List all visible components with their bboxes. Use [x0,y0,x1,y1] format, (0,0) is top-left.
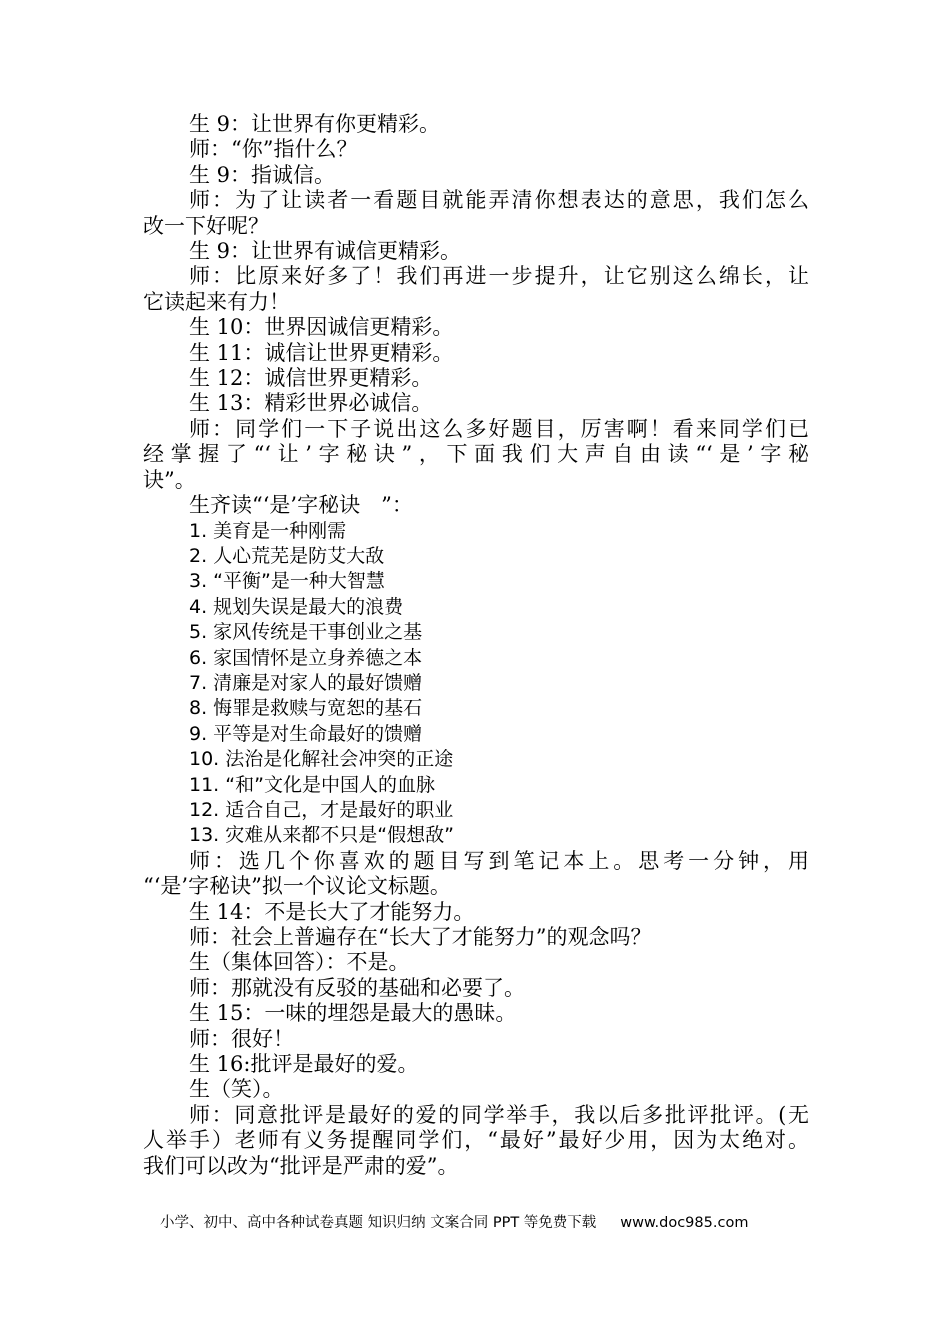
text-line: 生 16:批评是最好的爱。 [189,1052,419,1077]
list-item: 5. 家风传统是干事创业之基 [189,621,423,644]
text-line: 师：比原来好多了！我们再进一步提升，让它别这么绵长，让 [189,264,809,289]
text-line: 生 14：不是长大了才能努力。 [189,899,475,924]
text-line: 生 15：一味的埋怨是最大的愚昧。 [189,1001,517,1026]
text-line: 生 9：让世界有诚信更精彩。 [189,239,462,264]
list-item: 4. 规划失误是最大的浪费 [189,595,404,618]
text-line: 生 10：世界因诚信更精彩。 [189,315,454,340]
page-footer [160,1213,800,1233]
text-line: 它读起来有力！ [143,289,290,314]
text-line: 师：同意批评是最好的爱的同学举手，我以后多批评批评。(无 [189,1102,809,1127]
dialogue-section-2 [143,849,809,1179]
text-line: 经掌握了“‘让’字秘诀”，下面我们大声自由读“‘是’字秘 [143,442,809,467]
footer-site-link[interactable]: www.doc985.com [620,1215,749,1231]
list-item: 10. 法治是化解社会冲突的正途 [189,748,454,771]
text-line: 师：社会上普遍存在“长大了才能努力”的观念吗？ [189,925,652,949]
list-item: 1. 美育是一种刚需 [189,519,347,542]
text-line: 师：同学们一下子说出这么多好题目，厉害啊！看来同学们已 [189,416,809,441]
text-line: 生（笑）。 [189,1077,284,1102]
title-list [143,519,809,849]
text-line: 生 9：让世界有你更精彩。 [189,112,441,136]
text-line: 师：选几个你喜欢的题目写到笔记本上。思考一分钟，用 [189,848,809,873]
text-line: 生 9：指诚信。 [189,162,336,187]
text-line: 师：“你”指什么？ [189,137,358,162]
text-line: 诀”。 [143,467,196,492]
list-item: 13. 灾难从来都不只是“假想敌” [189,824,454,847]
document-body [143,112,809,1179]
text-line: 师：很好！ [189,1026,294,1051]
text-line: 生（集体回答）：不是。 [189,950,410,975]
list-item: 12. 适合自己，才是最好的职业 [189,798,454,821]
text-line: 改一下好呢？ [143,213,269,238]
list-item: 2. 人心荒芜是防艾大敌 [189,544,385,567]
text-line: 师：那就没有反驳的基础和必要了。 [189,975,525,1000]
text-line: 人举手）老师有义务提醒同学们，“最好”最好少用，因为太绝对。 [143,1128,809,1153]
list-item: 11. “和”文化是中国人的血脉 [189,773,435,796]
text-line: 生 13：精彩世界必诚信。 [189,391,433,416]
text-line: 师：为了让读者一看题目就能弄清你想表达的意思，我们怎么 [189,188,809,213]
text-line: 我们可以改为“批评是严肃的爱”。 [143,1153,459,1178]
list-item: 9. 平等是对生命最好的馈赠 [189,722,423,745]
dialogue-section [143,112,809,519]
footer-text: 小学、初中、高中各种试卷真题 知识归纳 文案合同 PPT 等免费下载 [160,1215,597,1231]
list-item: 6. 家国情怀是立身养德之本 [189,646,423,669]
list-item: 8. 悔罪是救赎与宽恕的基石 [189,697,423,720]
text-line: “‘是’字秘诀”拟一个议论文标题。 [143,874,451,899]
list-item: 3. “平衡”是一种大智慧 [189,570,385,593]
text-line: 生 12：诚信世界更精彩。 [189,366,433,391]
text-line: 生齐读“‘是’字秘诀 ”： [189,493,413,518]
text-line: 生 11：诚信让世界更精彩。 [189,340,454,365]
list-item: 7. 清廉是对家人的最好馈赠 [189,671,423,694]
